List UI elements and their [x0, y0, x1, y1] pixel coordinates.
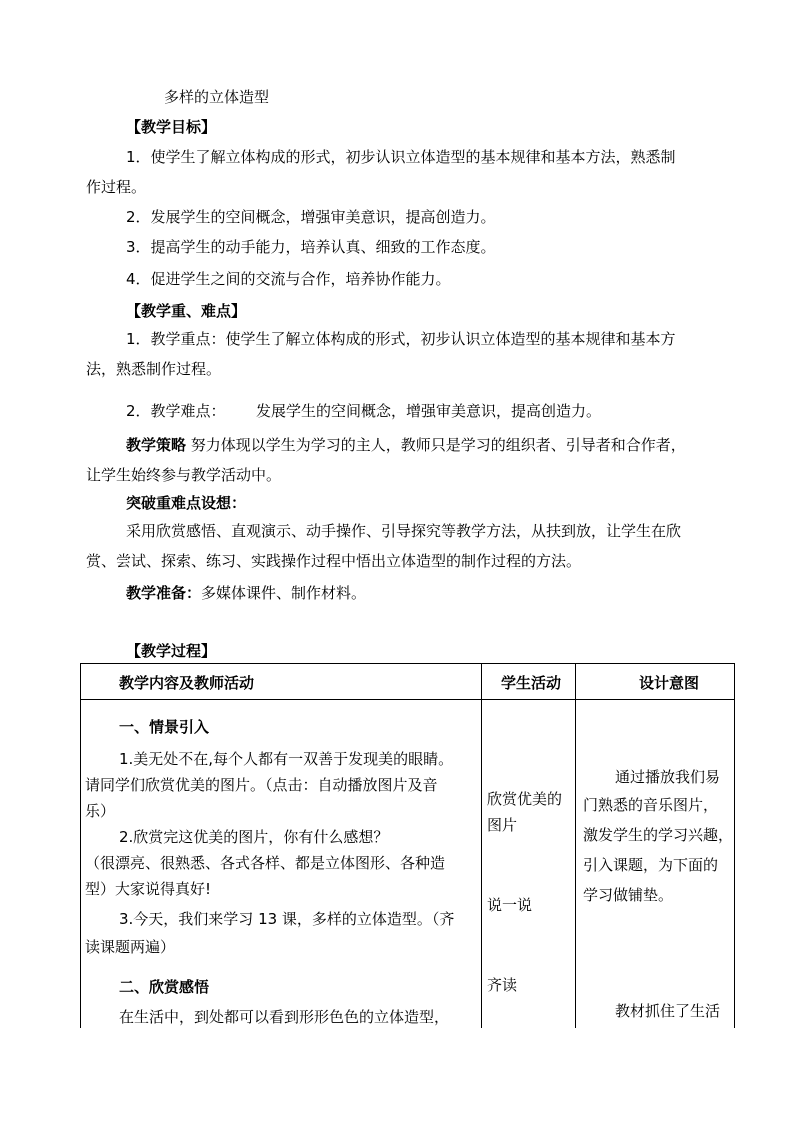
design-intent-line: 激发学生的学习兴趣，: [583, 826, 734, 844]
difficult-point-text: 发展学生的空间概念，增强审美意识，提高创造力。: [256, 402, 602, 420]
design-intent-line: 学习做铺垫。: [583, 886, 674, 904]
content-line: 1.美无处不在,每个人都有一双善于发现美的眼睛。: [119, 750, 454, 768]
breakthrough-line2: 赏、尝试、探索、练习、实践操作过程中悟出立体造型的制作过程的方法。: [86, 552, 582, 570]
table-header-divider: [81, 699, 734, 700]
goal-item-1-line2: 作过程。: [86, 178, 147, 196]
document-title: 多样的立体造型: [164, 88, 270, 106]
breakthrough-heading: 突破重难点设想：: [126, 494, 247, 512]
student-activity-line: 说一说: [487, 896, 533, 914]
process-table: [80, 663, 735, 1028]
process-heading: 【教学过程】: [126, 642, 217, 660]
section-title-intro: 一、情景引入: [119, 718, 210, 736]
goals-heading: 【教学目标】: [126, 118, 217, 136]
breakthrough-line1: 采用欣赏感悟、直观演示、动手操作、引导探究等教学方法，从扶到放，让学生在欣: [126, 522, 682, 540]
strategy-line1: [126, 434, 686, 455]
student-activity-line: 齐读: [487, 976, 518, 994]
column-header-content: 教学内容及教师活动: [119, 674, 255, 692]
goal-item-1-line1: 1．使学生了解立体构成的形式，初步认识立体造型的基本规律和基本方法，熟悉制: [126, 148, 676, 166]
column-header-student: 学生活动: [501, 674, 562, 692]
student-activity-line: 欣赏优美的: [487, 790, 563, 808]
design-intent-line: 教材抓住了生活: [615, 1002, 721, 1020]
preparation-text: 多媒体课件、制作材料。: [201, 584, 367, 602]
table-divider: [481, 664, 482, 1028]
design-intent-line: 引入课题，为下面的: [583, 856, 719, 874]
content-line: 请同学们欣赏优美的图片。（点击：自动播放图片及音: [85, 776, 438, 794]
difficult-point-label: 2．教学难点：: [126, 402, 226, 420]
goal-item-2: 2．发展学生的空间概念，增强审美意识，提高创造力。: [126, 208, 496, 226]
content-line: 型）大家说得真好!: [85, 880, 212, 898]
strategy-label: 教学策略: [126, 436, 187, 454]
section-title-appreciation: 二、欣赏感悟: [119, 978, 210, 996]
strategy-text: 努力体现以学生为学习的主人，教师只是学习的组织者、引导者和合作者，: [190, 436, 686, 454]
goal-item-3: 3．提高学生的动手能力，培养认真、细致的工作态度。: [126, 238, 496, 256]
column-header-intent: 设计意图: [639, 674, 700, 692]
content-line: 在生活中，到处都可以看到形形色色的立体造型，: [119, 1008, 450, 1026]
content-line: 3.今天，我们来学习 13 课，多样的立体造型。（齐: [119, 910, 455, 928]
design-intent-line: 门熟悉的音乐图片，: [583, 796, 719, 814]
key-point-line1: 1．教学重点：使学生了解立体构成的形式，初步认识立体造型的基本规律和基本方: [126, 330, 676, 348]
design-intent-line: 通过播放我们易: [615, 768, 721, 786]
content-line: 读课题两遍）: [85, 938, 176, 956]
preparation: [126, 582, 366, 603]
content-line: 乐）: [85, 802, 116, 820]
key-point-line2: 法，熟悉制作过程。: [86, 360, 222, 378]
content-line: 2.欣赏完这优美的图片，你有什么感想？: [119, 828, 389, 846]
preparation-label: 教学准备：: [126, 584, 202, 602]
table-divider: [575, 664, 576, 1028]
content-line: （很漂亮、很熟悉、各式各样、都是立体图形、各种造: [85, 854, 446, 872]
goal-item-4: 4．促进学生之间的交流与合作，培养协作能力。: [126, 270, 451, 288]
key-points-heading: 【教学重、难点】: [126, 302, 247, 320]
strategy-line2: 让学生始终参与教学活动中。: [86, 466, 282, 484]
student-activity-line: 图片: [487, 816, 518, 834]
